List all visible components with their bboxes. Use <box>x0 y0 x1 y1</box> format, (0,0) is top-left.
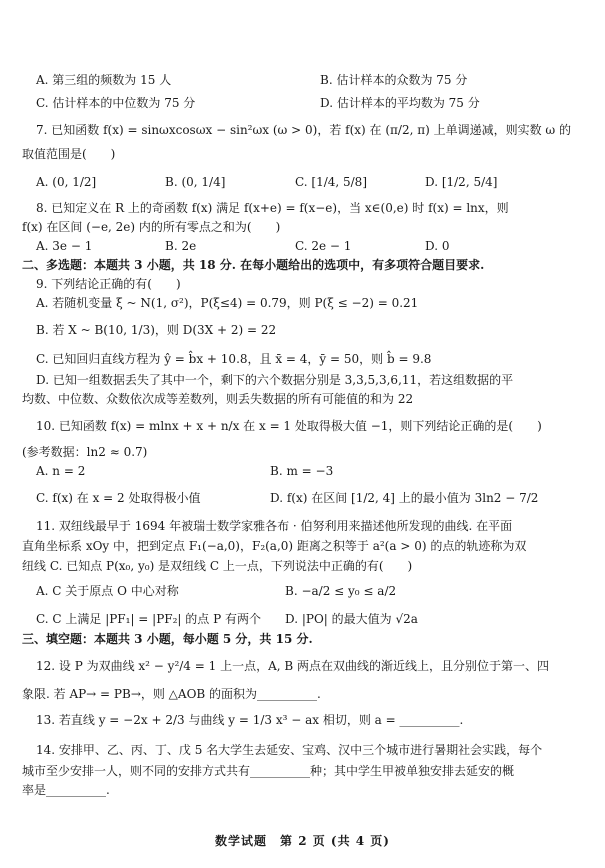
q6-option-c: C. 估计样本的中位数为 75 分 <box>36 96 196 110</box>
q11-option-a: A. C 关于原点 O 中心对称 <box>36 584 179 598</box>
q9-stem: 9. 下列结论正确的有( ) <box>36 277 181 291</box>
q10-option-d: D. f(x) 在区间 [1/2, 4] 上的最小值为 3ln2 − 7/2 <box>270 491 539 505</box>
q8-option-c: C. 2e − 1 <box>295 239 352 253</box>
q7-option-b: B. (0, 1/4] <box>165 175 226 189</box>
q11-option-d: D. |PO| 的最大值为 √2a <box>285 612 418 626</box>
q10-option-a: A. n = 2 <box>36 464 86 478</box>
q9-option-c: C. 已知回归直线方程为 ŷ = b̂x + 10.8，且 x̄ = 4，ȳ = 50，则 b̂ = 9.8 <box>36 352 432 366</box>
q10-reference: (参考数据：ln2 ≈ 0.7) <box>22 445 148 459</box>
q7-stem-cont: 取值范围是( ) <box>22 147 116 161</box>
q11-option-c: C. C 上满足 |PF₁| = |PF₂| 的点 P 有两个 <box>36 612 261 626</box>
q10-option-c: C. f(x) 在 x = 2 处取得极小值 <box>36 491 201 505</box>
q14-line3: 率是__________. <box>22 783 110 797</box>
q6-option-b: B. 估计样本的众数为 75 分 <box>320 73 468 87</box>
q6-option-a: A. 第三组的频数为 15 人 <box>36 73 172 87</box>
q9-option-b: B. 若 X ~ B(10, 1/3)，则 D(3X + 2) = 22 <box>36 323 277 337</box>
q7-stem: 7. 已知函数 f(x) = sinωxcosωx − sin²ωx (ω > 0)，若 f(x) 在 (π/2, π) 上单调递减，则实数 ω 的 <box>36 123 572 137</box>
page-footer: 数学试题 第 2 页 (共 4 页) <box>215 834 390 848</box>
q8-option-b: B. 2e <box>165 239 197 253</box>
section-fill-in-heading: 三、填空题：本题共 3 小题，每小题 5 分，共 15 分. <box>22 632 313 646</box>
q11-stem-line1: 11. 双纽线最早于 1694 年被瑞士数学家雅各布 · 伯努利用来描述他所发现的曲线. 在平面 <box>36 519 513 533</box>
q7-option-c: C. [1/4, 5/8] <box>295 175 367 189</box>
q10-stem: 10. 已知函数 f(x) = mlnx + x + n/x 在 x = 1 处取得极大值 −1，则下列结论正确的是( ) <box>36 419 542 433</box>
q14-line2: 城市至少安排一人，则不同的安排方式共有__________种；其中学生甲被单独安排去延安的概 <box>22 764 515 778</box>
q7-option-d: D. [1/2, 5/4] <box>425 175 498 189</box>
q11-stem-line3: 纽线 C. 已知点 P(x₀, y₀) 是双纽线 C 上一点，下列说法中正确的有( ) <box>22 559 413 573</box>
q11-option-b: B. −a/2 ≤ y₀ ≤ a/2 <box>285 584 397 598</box>
q14-line1: 14. 安排甲、乙、丙、丁、戊 5 名大学生去延安、宝鸡、汉中三个城市进行暑期社会实践，每个 <box>36 743 543 757</box>
section-multiple-choice-heading: 二、多选题：本题共 3 小题，共 18 分. 在每小题给出的选项中，有多项符合题目要求. <box>22 258 485 272</box>
q7-option-a: A. (0, 1/2] <box>36 175 97 189</box>
q9-option-a: A. 若随机变量 ξ ~ N(1, σ²)，P(ξ≤4) = 0.79，则 P(ξ ≤ −2) = 0.21 <box>36 296 419 310</box>
q8-option-a: A. 3e − 1 <box>36 239 93 253</box>
q8-stem: 8. 已知定义在 R 上的奇函数 f(x) 满足 f(x+e) = f(x−e)，当 x∈(0,e) 时 f(x) = lnx，则 <box>36 201 509 215</box>
q9-option-d-line1: D. 已知一组数据丢失了其中一个，剩下的六个数据分别是 3,3,5,3,6,11，若这组数据的平 <box>36 373 514 387</box>
q10-option-b: B. m = −3 <box>270 464 334 478</box>
q12-line1: 12. 设 P 为双曲线 x² − y²/4 = 1 上一点，A, B 两点在双曲线的渐近线上，且分别位于第一、四 <box>36 659 550 673</box>
q6-option-d: D. 估计样本的平均数为 75 分 <box>320 96 480 110</box>
q11-stem-line2: 直角坐标系 xOy 中，把到定点 F₁(−a,0)，F₂(a,0) 距离之积等于 a²(a > 0) 的点的轨迹称为双 <box>22 539 527 553</box>
q12-line2: 象限. 若 AP→ = PB→，则 △AOB 的面积为__________. <box>22 687 321 701</box>
q9-option-d-line2: 均数、中位数、众数依次成等差数列，则丢失数据的所有可能值的和为 22 <box>22 392 414 406</box>
q8-option-d: D. 0 <box>425 239 450 253</box>
q8-stem-cont: f(x) 在区间 (−e, 2e) 内的所有零点之和为( ) <box>22 220 281 234</box>
q13-line1: 13. 若直线 y = −2x + 2/3 与曲线 y = 1/3 x³ − ax 相切，则 a = __________. <box>36 713 464 727</box>
